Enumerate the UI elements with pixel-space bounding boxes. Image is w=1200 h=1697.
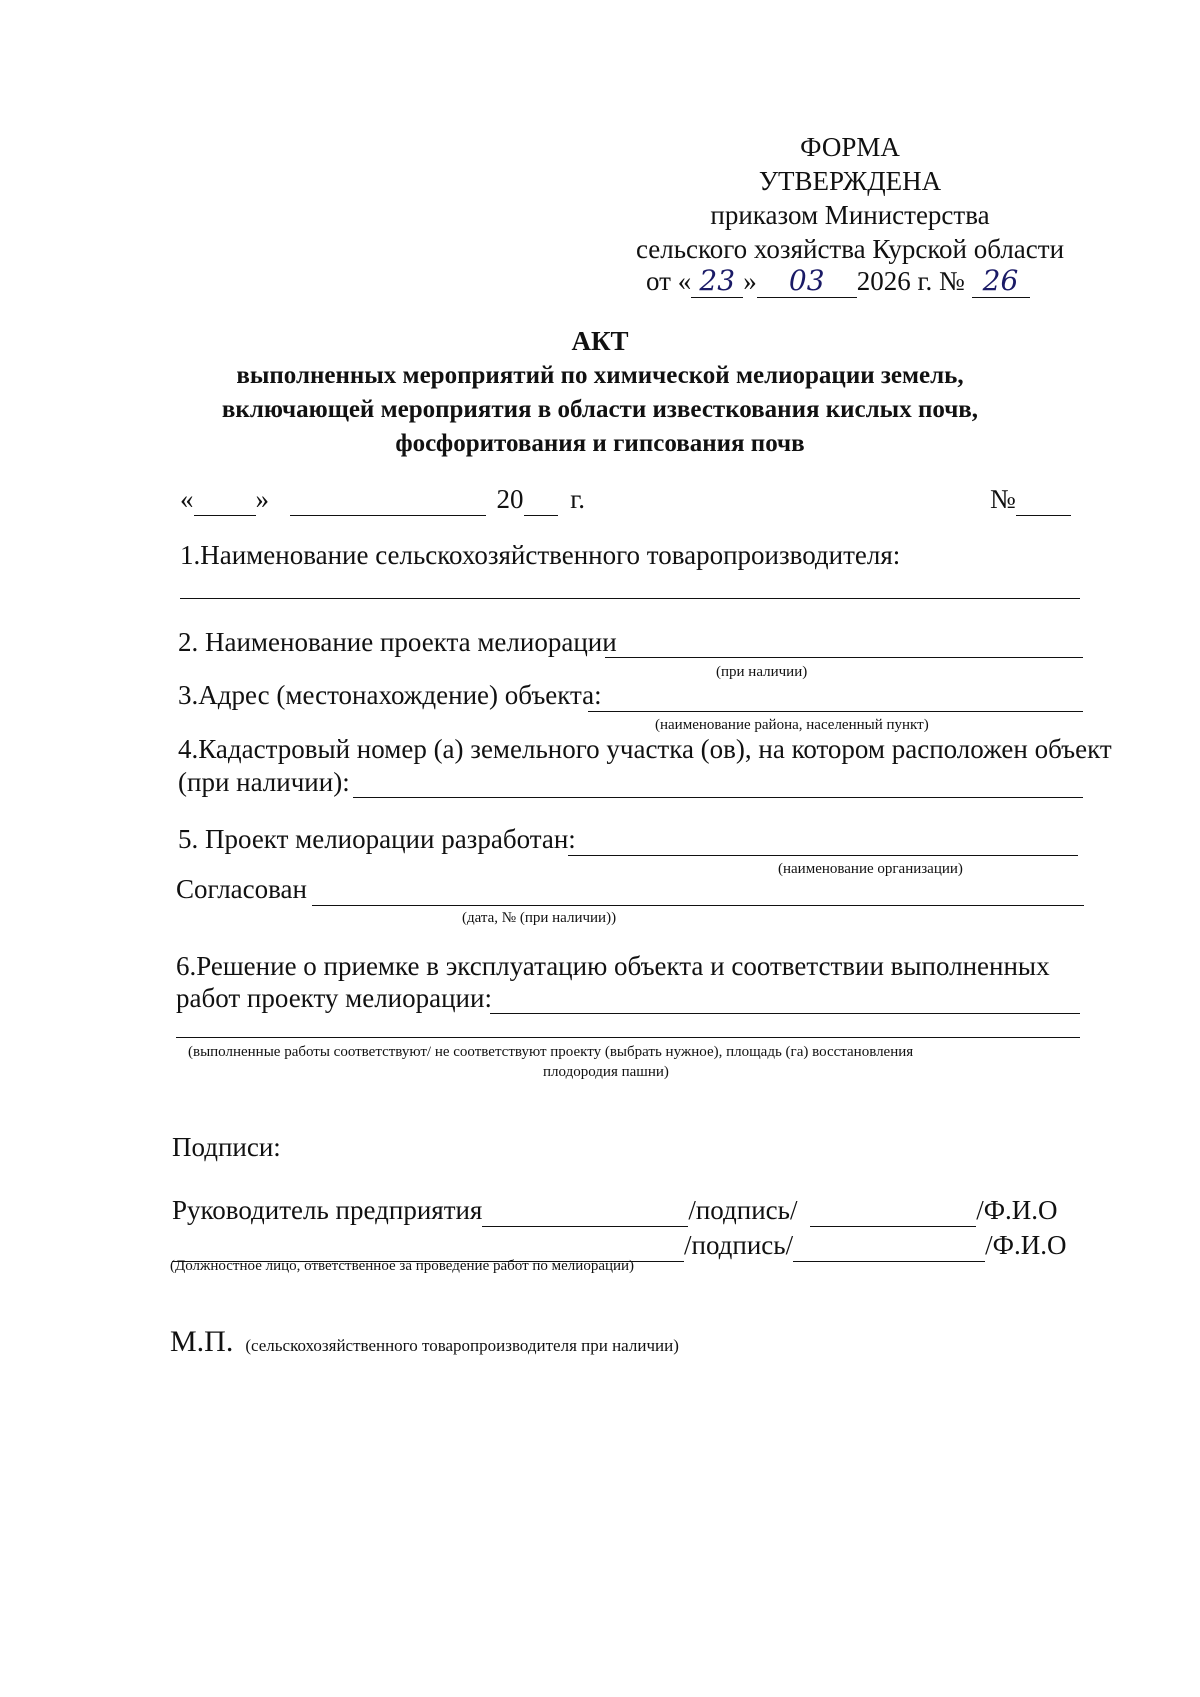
official-hint: (Должностное лицо, ответственное за проведение работ по мелиорации) [170, 1258, 635, 1274]
form-label: ФОРМА [800, 132, 900, 162]
item-5-hint: (наименование организации) [778, 861, 963, 877]
official-name-label: /Ф.И.О [985, 1230, 1067, 1260]
quote-close: » [743, 266, 757, 296]
act-number-line [990, 484, 1071, 516]
approved-label: УТВЕРЖДЕНА [758, 166, 942, 196]
approval-date-line [646, 264, 1030, 298]
approval-month: 03 [757, 264, 857, 298]
item-2-field-line [605, 657, 1083, 658]
from-prefix: от « [646, 266, 692, 296]
item-6-field-line-2 [176, 1037, 1080, 1038]
item-3-label: 3.Адрес (местонахождение) объекта: [178, 680, 602, 710]
act-date-line [180, 484, 585, 516]
item-2-hint: (при наличии) [716, 664, 808, 680]
item-4-label-line-1: 4.Кадастровый номер (а) земельного участка (ов), на котором расположен объект [178, 734, 1112, 764]
act-subtitle-1: выполненных мероприятий по химической мелиорации земель, [236, 362, 964, 389]
act-number-sign: № [990, 484, 1016, 514]
item-1-field-line [180, 598, 1080, 599]
item-4-field-line [353, 797, 1083, 798]
head-signature-line [172, 1195, 1058, 1227]
date-close-quote: » [255, 484, 269, 514]
item-6-field-line-1 [490, 1013, 1080, 1014]
ministry-label: сельского хозяйства Курской области [635, 234, 1065, 264]
date-century: 20 [496, 484, 524, 514]
item-3-hint: (наименование района, населенный пункт) [655, 717, 929, 733]
agreed-field-line [312, 905, 1084, 906]
date-year-suffix: г. [570, 484, 586, 514]
act-subtitle-3: фосфоритования и гипсования почв [395, 430, 805, 457]
date-open-quote: « [180, 484, 194, 514]
stamp-line [170, 1325, 679, 1359]
item-6-label-line-1: 6.Решение о приемке в эксплуатацию объекта и соответствии выполненных [176, 951, 1050, 981]
agreed-label: Согласован [176, 874, 307, 904]
stamp-label: М.П. [170, 1325, 234, 1358]
item-6-label-line-2: работ проекту мелиорации: [176, 983, 492, 1013]
item-4-label-line-2: (при наличии): [178, 767, 350, 797]
head-name-label: /Ф.И.О [976, 1195, 1058, 1225]
head-of-enterprise-label: Руководитель предприятия [172, 1195, 483, 1225]
signatures-heading: Подписи: [172, 1132, 281, 1162]
item-5-label: 5. Проект мелиорации разработан: [178, 824, 576, 854]
approval-block [600, 130, 1100, 266]
act-title: АКТ [571, 326, 629, 356]
approval-day: 23 [691, 264, 743, 298]
stamp-hint: (сельскохозяйственного товаропроизводителя при наличии) [245, 1336, 679, 1355]
item-6-hint-2: плодородия пашни) [543, 1064, 669, 1080]
approval-number: 26 [972, 264, 1030, 298]
item-6-hint-1: (выполненные работы соответствуют/ не соответствуют проекту (выбрать нужное), площадь (га) восстановления [188, 1044, 914, 1060]
item-3-field-line [588, 711, 1083, 712]
approval-year: 2026 г. № [856, 266, 965, 296]
head-signature-label: /подпись/ [688, 1195, 798, 1225]
act-subtitle-2: включающей мероприятия в области известкования кислых почв, [221, 396, 979, 423]
item-1-label: 1.Наименование сельскохозяйственного товаропроизводителя: [180, 540, 901, 570]
item-5-field-line [568, 855, 1078, 856]
agreed-hint: (дата, № (при наличии)) [462, 910, 617, 926]
order-label: приказом Министерства [710, 200, 990, 230]
official-signature-label: /подпись/ [684, 1230, 794, 1260]
item-2-label: 2. Наименование проекта мелиорации [178, 627, 617, 657]
